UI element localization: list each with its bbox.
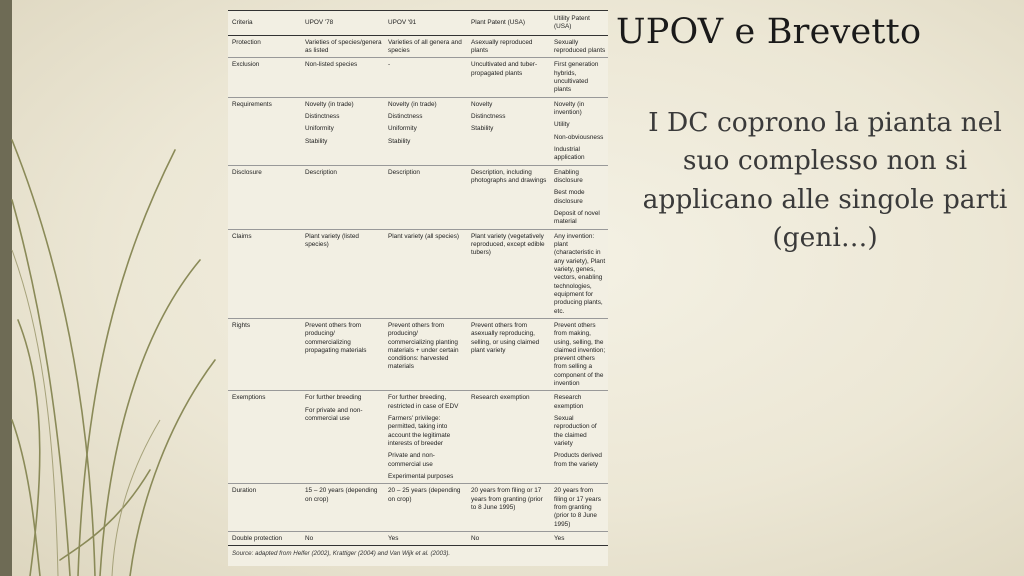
cell-line: Varieties of all genera and species	[388, 38, 462, 54]
table-header-row	[228, 11, 608, 36]
cell-line: Experimental purposes	[388, 473, 454, 481]
table-source-note: Source: adapted from Helfer (2002), Krattiger (2004) and Van Wijk et al. (2003).	[232, 550, 451, 558]
cell-line: Utility	[554, 121, 570, 129]
table-cell	[301, 532, 384, 546]
cell-line: Plant variety (vegetatively reproduced, except edible tubers)	[471, 232, 545, 257]
table-row	[228, 484, 608, 532]
table-cell	[467, 532, 550, 546]
row-criteria: Disclosure	[228, 165, 301, 229]
cell-line: 15 – 20 years (depending on crop)	[305, 487, 378, 503]
cell-line: Any invention: plant (characteristic in any variety), Plant variety, genes, vectors, enabling technologies, equipment for producing plants, etc.	[554, 232, 606, 315]
cell-line: Yes	[388, 535, 399, 543]
table-row	[228, 229, 608, 318]
table-row	[228, 165, 608, 229]
cell-line: Novelty (in trade)	[388, 100, 437, 108]
cell-line: Distinctness	[305, 112, 340, 120]
decorative-leaves	[0, 0, 230, 576]
cell-line: Uniformity	[305, 125, 334, 133]
cell-line: First generation hybrids, uncultivated plants	[554, 61, 599, 94]
row-criteria: Exclusion	[228, 58, 301, 97]
table-cell	[550, 97, 608, 165]
cell-line: Farmers' privilege: permitted, taking into account the legitimate interests of breeder	[388, 415, 451, 448]
table-row	[228, 97, 608, 165]
cell-line: Prevent others from producing/ commercializing planting materials + under certain conditions: harvested materials	[388, 321, 459, 371]
cell-line: Research exemption	[471, 394, 530, 402]
cell-line: Novelty	[471, 100, 493, 108]
table-cell	[384, 391, 467, 484]
comparison-table	[228, 10, 608, 546]
table-cell	[467, 58, 550, 97]
cell-line: For further breeding, restricted in case of EDV	[388, 394, 459, 410]
cell-line: Private and non-commercial use	[388, 452, 435, 468]
table-cell	[467, 35, 550, 58]
cell-line: 20 years from filing or 17 years from granting (prior to 8 June 1995)	[554, 487, 601, 528]
slide-body-text: I DC coprono la pianta nel suo complesso non si applicano alle singole parti (geni…)	[642, 107, 1008, 254]
cell-line: Non-obviousness	[554, 133, 604, 141]
header-plant-patent: Plant Patent (USA)	[467, 11, 550, 36]
slide-title: UPOV e Brevetto	[616, 12, 922, 52]
row-criteria: Duration	[228, 484, 301, 532]
table-cell	[301, 165, 384, 229]
row-criteria: Requirements	[228, 97, 301, 165]
header-utility-patent: Utility Patent (USA)	[550, 11, 608, 36]
cell-line: No	[305, 535, 314, 543]
table-cell	[467, 229, 550, 318]
cell-line: Varieties of species/genera as listed	[305, 38, 382, 54]
cell-line: Uncultivated and tuber-propagated plants	[471, 61, 538, 77]
table-cell	[550, 318, 608, 391]
table-cell	[301, 391, 384, 484]
cell-line: Enabling disclosure	[554, 168, 583, 184]
table-cell	[550, 532, 608, 546]
row-criteria: Protection	[232, 38, 261, 46]
row-criteria: Exemptions	[228, 391, 301, 484]
table-cell	[550, 391, 608, 484]
cell-line: Best mode disclosure	[554, 189, 585, 205]
cell-line: Distinctness	[471, 112, 506, 120]
cell-line: Novelty (in invention)	[554, 100, 585, 116]
table-cell	[384, 97, 467, 165]
table-cell	[467, 165, 550, 229]
cell-line: 20 years from filing or 17 years from granting (prior to 8 June 1995)	[471, 487, 543, 512]
table-cell	[550, 35, 608, 58]
table-row	[228, 35, 608, 58]
table-cell	[384, 165, 467, 229]
table-cell	[384, 58, 467, 97]
table-cell	[301, 484, 384, 532]
table-cell	[301, 318, 384, 391]
cell-line: Plant variety (all species)	[388, 232, 460, 240]
cell-line: For private and non-commercial use	[305, 406, 363, 423]
header-criteria: Criteria	[228, 11, 301, 36]
table-cell	[467, 97, 550, 165]
table-cell	[301, 97, 384, 165]
table-cell	[384, 229, 467, 318]
table-cell	[384, 484, 467, 532]
cell-line: Yes	[554, 535, 565, 543]
table-cell	[384, 318, 467, 391]
cell-line: Industrial application	[554, 145, 585, 162]
table-cell	[301, 58, 384, 97]
table-cell	[301, 229, 384, 318]
cell-line: Sexually reproduced plants	[554, 38, 606, 54]
cell-line: Uniformity	[388, 125, 417, 133]
table-cell	[550, 58, 608, 97]
cell-line: Deposit of novel material	[554, 209, 600, 226]
table-cell	[550, 484, 608, 532]
row-criteria: Double protection	[228, 532, 301, 546]
table-cell	[550, 229, 608, 318]
table-cell	[384, 532, 467, 546]
header-upov78: UPOV '78	[301, 11, 384, 36]
cell-line: Sexual reproduction of the claimed variety	[554, 415, 597, 448]
header-upov91: UPOV '91	[384, 11, 467, 36]
table-cell	[467, 318, 550, 391]
cell-line: No	[471, 535, 480, 543]
cell-line: Plant variety (listed species)	[305, 232, 359, 248]
cell-line: Stability	[305, 137, 328, 145]
cell-line: 20 – 25 years (depending on crop)	[388, 487, 461, 503]
cell-line: Description	[388, 168, 420, 176]
cell-line: Stability	[471, 125, 494, 133]
comparison-table-figure	[228, 10, 608, 566]
cell-line: Prevent others from making, using, selling, the claimed invention; prevent others from selling a component of the invention	[554, 321, 606, 388]
cell-line: Novelty (in trade)	[305, 100, 354, 108]
table-row	[228, 532, 608, 546]
table-row	[228, 58, 608, 97]
table-row	[228, 391, 608, 484]
table-cell	[467, 391, 550, 484]
cell-line: Distinctness	[388, 112, 423, 120]
table-cell	[550, 165, 608, 229]
table-cell	[301, 35, 384, 58]
cell-line: Description	[305, 168, 337, 176]
cell-line: Stability	[388, 137, 411, 145]
row-criteria: Rights	[228, 318, 301, 391]
cell-line: Non-listed species	[305, 61, 358, 69]
cell-line: Products derived from the variety	[554, 452, 602, 468]
cell-line: For further breeding	[305, 394, 362, 402]
cell-line: Description, including photographs and drawings	[471, 168, 547, 184]
cell-line: -	[388, 61, 391, 69]
cell-line: Prevent others from asexually reproducing, selling, or using claimed plant variety	[471, 321, 540, 354]
cell-line: Prevent others from producing/ commercializing propagating materials	[305, 321, 367, 354]
cell-line: Asexually reproduced plants	[471, 38, 533, 54]
row-criteria: Claims	[228, 229, 301, 318]
table-cell	[467, 484, 550, 532]
table-cell	[384, 35, 467, 58]
table-row	[228, 318, 608, 391]
cell-line: Research exemption	[554, 394, 584, 410]
